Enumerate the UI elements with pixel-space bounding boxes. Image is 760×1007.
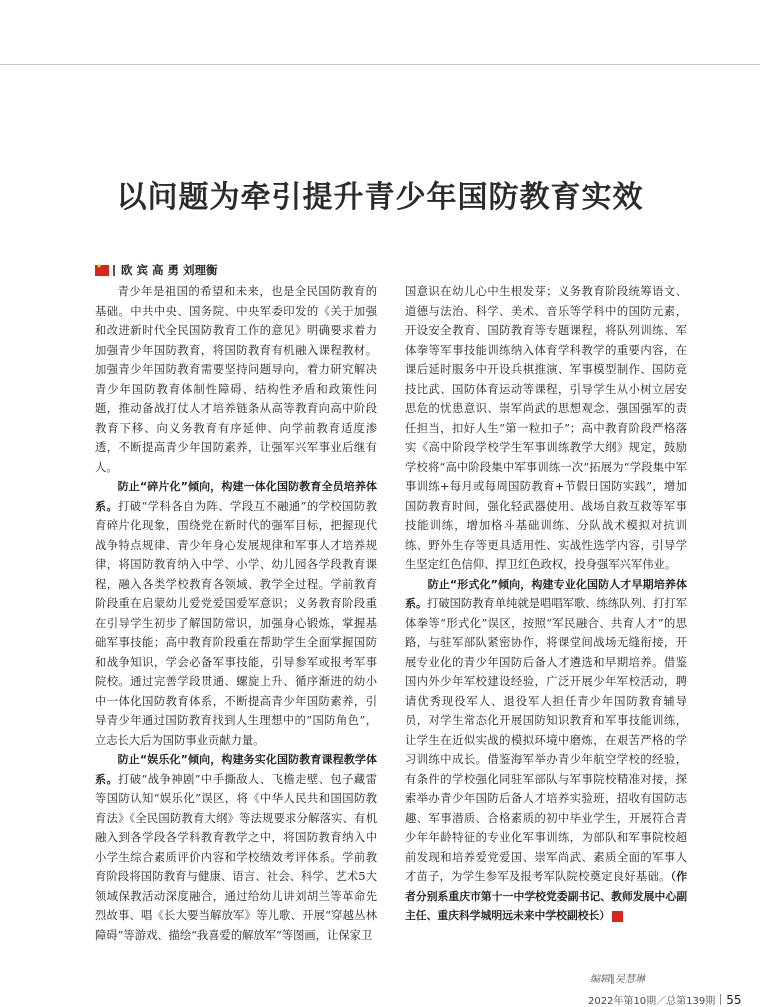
byline xyxy=(95,262,218,278)
authors: 欧 宾 高 勇 刘理衡 xyxy=(121,263,218,277)
header-rule xyxy=(0,64,760,65)
section-paragraph-fragmentation xyxy=(95,477,377,750)
end-mark-icon: G xyxy=(612,911,623,922)
section-body-formalism: 打破国防教育单纯就是唱唱军歌、练练队列、打打军体拳等“形式化”误区，按照“军民融合、共育人才”的思路，与驻军部队紧密协作，将课堂间战场无缝衔接，开展专业化的青少年国防后备人才遴选和早期培养。借鉴国内外少年军校建设经验，广泛开展少年军校活动，聘请优秀现役军人、退役军人担任青少年国防教育辅导员，对学生常态化开展国防知识教育和军事技能训练，让学生在近似实战的模拟环境中磨炼，在艰苦严格的学习训练中成长。借鉴海军举办青少年航空学校的经验，有条件的学校强化同驻军部队与军事院校精准对接，探索举办青少年国防后备人才培养实验班，招收有国防志趣、军事潜质、合格素质的初中毕业学生，开展符合青少年年龄特征的专业化军事训练，为部队和军事院校超前发现和培养爱党爱国、崇军尚武、素质全面的军事人才苗子，为学生参军及报考军队院校奠定良好基础。 xyxy=(405,597,687,883)
section-heading-fragmentation: 防止“碎片化”倾向，构建一体化国防教育全员培养体系。 xyxy=(95,480,377,513)
footer-divider xyxy=(720,994,721,1005)
section-heading-formalism: 防止“形式化”倾向，构建专业化国防人才早期培养体系。 xyxy=(405,577,687,610)
section-paragraph-entertainment xyxy=(95,750,377,945)
section-heading-entertainment: 防止“娱乐化”倾向，构建务实化国防教育课程教学体系。 xyxy=(95,753,377,786)
author-bio: （作者分别系重庆市第十一中学校党委副书记、教师发展中心副主任、重庆科学城明远未来中学校副校长） xyxy=(405,870,687,922)
page-number: 55 xyxy=(726,992,742,1007)
issue-info: 2022年第10期／总第139期 xyxy=(588,996,716,1007)
article-title: 以问题为牵引提升青少年国防教育实效 xyxy=(116,180,644,215)
continued-paragraph: 国意识在幼儿心中生根发芽；义务教育阶段统筹语文、道德与法治、科学、美术、音乐等学科中的国防元素，开设安全教育、国防教育等专题课程，将队列训练、军体拳等军事技能训练纳入体育学科教学的重要内容，在课后延时服务中开设兵棋推演、军事模型制作、国防竞技比武、国防体育运动等课程，引导学生从小树立居安思危的忧患意识、崇军尚武的思想观念、强国强军的责任担当，扣好人生“第一粒扣子”；高中教育阶段严格落实《高中阶段学校学生军事训练教学大纲》规定，鼓励学校将“高中阶段集中军事训练一次”拓展为“学段集中军事训练+每月或每周国防教育+节假日国防实践”，增加国防教育时间，强化轻武器使用、战场自救互救等军事技能训练，增加格斗基础训练、分队战术模拟对抗训练、野外生存等更具适用性、实战性选学内容，引导学生坚定红色信仰、捍卫红色政权，投身强军兴军伟业。 xyxy=(405,285,687,571)
byline-divider xyxy=(113,265,115,276)
right-column xyxy=(405,282,687,926)
editor-credit: 编辑∥吴慧琳 xyxy=(590,974,645,985)
left-column xyxy=(95,282,377,945)
section-body-entertainment: 打破“战争神剧”中手撕敌人、飞檐走壁、包子藏雷等国防认知“娱乐化”误区，将《中华人民共和国国防教育法》《全民国防教育大纲》等法规要求分解落实、有机融入到各学段各学科教育教学之中，将国防教育纳入中小学生综合素质评价内容和学校绩效考评体系。学前教育阶段将国防教育与健康、语言、社会、科学、艺术5大领域保教活动深度融合，通过给幼儿讲刘胡兰等革命先烈故事、唱《长大要当解放军》等儿歌、开展“穿越丛林障碍”等游戏、描绘“我喜爱的解放军”等图画，让保家卫 xyxy=(95,772,377,942)
section-body-fragmentation: 打破“学科各自为阵、学段互不融通”的学校国防教育碎片化现象，围绕党在新时代的强军目标，把握现代战争特点规律、青少年身心发展规律和军事人才培养规律，将国防教育纳入中学、小学、幼儿园各学段教育课程，融入各类学校教育各领域、教学全过程。学前教育阶段重在启蒙幼儿爱党爱国爱军意识；义务教育阶段重在引导学生初步了解国防常识，加强身心锻炼，掌握基础军事技能；高中教育阶段重在帮助学生全面掌握国防和战争知识，学会必备军事技能，引导参军或报考军事院校。通过完善学段贯通、螺旋上升、循序渐进的幼小中一体化国防教育体系，不断提高青少年国防素养，引导青少年通过国防教育找到人生理想中的“国防角色”，立志长大后为国防事业贡献力量。 xyxy=(95,499,377,747)
intro-paragraph: 青少年是祖国的希望和未来，也是全民国防教育的基础。中共中央、国务院、中央军委印发的《关于加强和改进新时代全民国防教育工作的意见》明确要求着力加强青少年国防教育，将国防教育有机融入课程教材。加强青少年国防教育需要坚持问题导向，着力研究解决青少年国防教育体制性障碍、结构性矛盾和政策性问题，推动备战打仗人才培养链条从高等教育向高中阶段教育下移、向义务教育有序延伸、向学前教育适度渗透，不断提高青少年国防素养，让强军兴军事业后继有人。 xyxy=(95,285,377,474)
page-footer xyxy=(588,992,742,1007)
section-paragraph-formalism xyxy=(405,575,687,926)
flag-icon xyxy=(95,265,109,276)
